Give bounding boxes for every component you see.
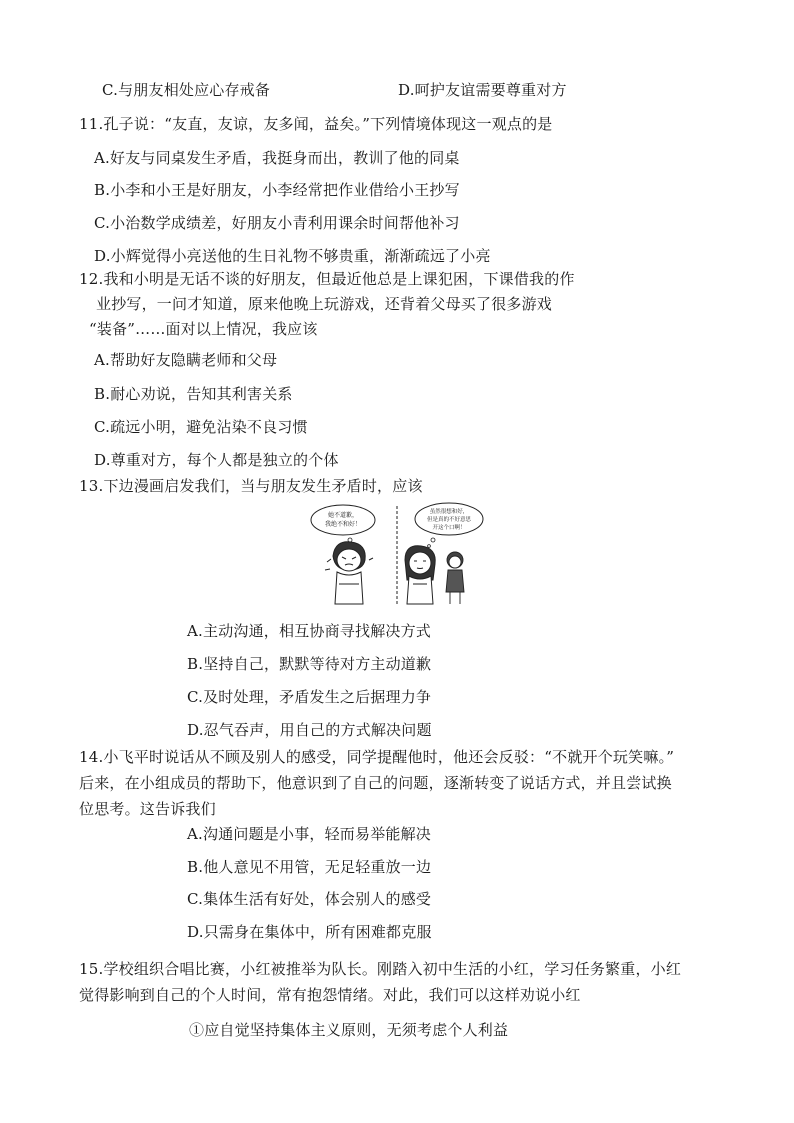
q14-option-b: B.他人意见不用管，无足轻重放一边 (187, 858, 432, 876)
cartoon-background-girl (446, 552, 464, 604)
cartoon-right-bubble-line-2: 但是真的不好意思 (426, 517, 472, 523)
q15-stem-line-2: 觉得影响到自己的个人时间，常有抱怨情绪。对此，我们可以这样劝说小红 (79, 986, 581, 1004)
q13-cartoon-image (305, 500, 485, 610)
q14-stem-line-1: 14.小飞平时说话从不顾及别人的感受，同学提醒他时，他还会反驳：“不就开个玩笑嘛。” (79, 748, 675, 766)
q12-stem-line-1: 12.我和小明是无话不谈的好朋友，但最近他总是上课犯困，下课借我的作 (79, 270, 575, 288)
cartoon-left-bubble-line-1: 她不道歉， (327, 512, 359, 519)
q10-option-d: D.呵护友谊需要尊重对方 (398, 81, 567, 99)
q11-stem: 11.孔子说：“友直，友谅，友多闻，益矣。”下列情境体现这一观点的是 (79, 115, 553, 133)
q13-option-c: C.及时处理，矛盾发生之后据理力争 (187, 688, 432, 706)
q12-option-c: C.疏远小明，避免沾染不良习惯 (94, 418, 308, 436)
q12-option-b: B.耐心劝说，告知其利害关系 (94, 385, 293, 403)
q13-option-d: D.忍气吞声，用自己的方式解决问题 (187, 721, 432, 739)
q10-option-c: C.与朋友相处应心存戒备 (102, 81, 271, 99)
cartoon-right-bubble-line-3: 开这个口啊！ (432, 525, 466, 531)
q14-option-c: C.集体生活有好处，体会别人的感受 (187, 890, 432, 908)
q13-stem: 13.下边漫画启发我们，当与朋友发生矛盾时，应该 (79, 477, 423, 495)
q14-option-d: D.只需身在集体中，所有困难都克服 (187, 923, 432, 941)
q11-option-d: D.小辉觉得小亮送他的生日礼物不够贵重，渐渐疏远了小亮 (94, 247, 491, 265)
q12-stem-line-3: “装备”……面对以上情况，我应该 (89, 320, 318, 338)
q12-stem-line-2: 业抄写，一问才知道，原来他晚上玩游戏，还背着父母买了很多游戏 (96, 295, 553, 313)
q14-stem-line-3: 位思考。这告诉我们 (79, 800, 216, 818)
q14-option-a: A.沟通问题是小事，轻而易举能解决 (187, 825, 432, 843)
q15-item-1: ①应自觉坚持集体主义原则，无须考虑个人利益 (189, 1021, 509, 1039)
q12-option-d: D.尊重对方，每个人都是独立的个体 (94, 451, 339, 469)
cartoon-right-girl (405, 546, 435, 604)
q14-stem-line-2: 后来，在小组成员的帮助下，他意识到了自己的问题，逐渐转变了说话方式，并且尝试换 (79, 774, 672, 792)
q15-stem-line-1: 15.学校组织合唱比赛，小红被推举为队长。刚踏入初中生活的小红，学习任务繁重，小红 (79, 960, 682, 978)
q13-option-a: A.主动沟通，相互协商寻找解决方式 (187, 622, 432, 640)
cartoon-left-girl (325, 542, 373, 604)
q13-option-b: B.坚持自己，默默等待对方主动道歉 (187, 655, 432, 673)
q11-option-c: C.小治数学成绩差，好朋友小青利用课余时间帮他补习 (94, 214, 460, 232)
cartoon-right-bubble-line-1: 虽然很想和好， (429, 509, 469, 515)
q11-option-a: A.好友与同桌发生矛盾，我挺身而出，教训了他的同桌 (94, 149, 460, 167)
cartoon-left-bubble-line-2: 我绝不和好！ (324, 521, 362, 528)
q11-option-b: B.小李和小王是好朋友，小李经常把作业借给小王抄写 (94, 181, 460, 199)
q12-option-a: A.帮助好友隐瞒老师和父母 (94, 351, 278, 369)
